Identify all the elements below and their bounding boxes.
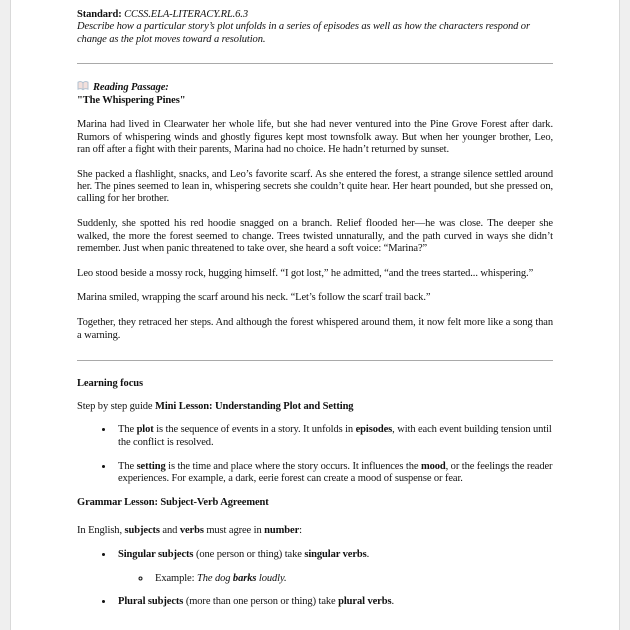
grammar-bullet-list-plural <box>77 596 553 608</box>
standard-line <box>77 9 553 21</box>
story-paragraph-5: Marina smiled, wrapping the scarf around his neck. “Let’s follow the scarf trail back.” <box>77 292 431 304</box>
open-book-icon <box>77 81 89 95</box>
learning-focus-heading: Learning focus <box>77 377 143 389</box>
bullet-item-plural: • Plural subjects (more than one person or thing) take plural verbs. <box>114 596 553 608</box>
grammar-sub-bullet-list <box>77 573 553 585</box>
lesson-bullet-list <box>77 424 553 485</box>
grammar-lesson-heading: Grammar Lesson: Subject-Verb Agreement <box>77 496 269 508</box>
standard-code: CCSS.ELA-LITERACY.RL.6.3 <box>124 9 248 20</box>
document-page <box>10 0 620 630</box>
mini-lesson-intro: Step by step guide Mini Lesson: Understanding Plot and Setting <box>77 401 354 413</box>
section-divider-top <box>77 63 553 64</box>
bullet-item-plot: • The plot is the sequence of events in a story. It unfolds in episodes, with each event building tension until the conflict is resolved. <box>114 424 553 449</box>
story-paragraph-4: Leo stood beside a mossy rock, hugging himself. “I got lost,” he admitted, “and the trees started... whispering.” <box>77 267 534 279</box>
story-paragraph-3: Suddenly, she spotted his red hoodie snagged on a branch. Relief flooded her—he was close. The deeper she walked, the more the forest seemed to change. Trees twisted unnaturally, and the path curved in ways she didn’t remember. Just when panic threatened to take over, she heard a soft voice: “Marina?” <box>77 218 553 254</box>
passage-title: "The Whispering Pines" <box>77 95 186 107</box>
standard-label: Standard: <box>77 9 122 20</box>
reading-passage-header <box>77 81 553 95</box>
grammar-bullet-list-singular <box>77 549 553 561</box>
story-paragraph-1: Marina had lived in Clearwater her whole life, but she had never ventured into the Pine Grove Forest after dark. Rumors of whispering winds and ghostly figures kept most townsfolk away. But when her younger brother, Leo, ran off after a fight with their parents, Marina had no choice. He hadn’t returned by sunset. <box>77 119 553 156</box>
document-content <box>11 0 619 609</box>
grammar-intro: In English, subjects and verbs must agree in number: <box>77 524 302 536</box>
standard-description: Describe how a particular story’s plot unfolds in a series of episodes as well as how the characters respond or change as the plot moves toward a resolution. <box>77 21 530 45</box>
reading-passage-label: Reading Passage: <box>93 81 169 93</box>
sub-bullet-example: ◦ Example: The dog barks loudly. <box>151 573 553 585</box>
section-divider-middle <box>77 360 553 361</box>
story-paragraph-6: Together, they retraced her steps. And although the forest whispered around them, it now felt more like a song than a warning. <box>77 317 553 341</box>
bullet-item-singular: • Singular subjects (one person or thing) take singular verbs. <box>114 549 553 561</box>
story-paragraph-2: She packed a flashlight, snacks, and Leo’s favorite scarf. As she entered the forest, a strange silence settled around her. The pines seemed to lean in, whispering secrets she couldn’t quite hear. Her heart pounded, but she pressed on, calling for her brother. <box>77 168 553 205</box>
bullet-item-setting: • The setting is the time and place where the story occurs. It influences the mood, or the feelings the reader experiences. For example, a dark, eerie forest can create a mood of suspense or fear. <box>114 461 553 486</box>
